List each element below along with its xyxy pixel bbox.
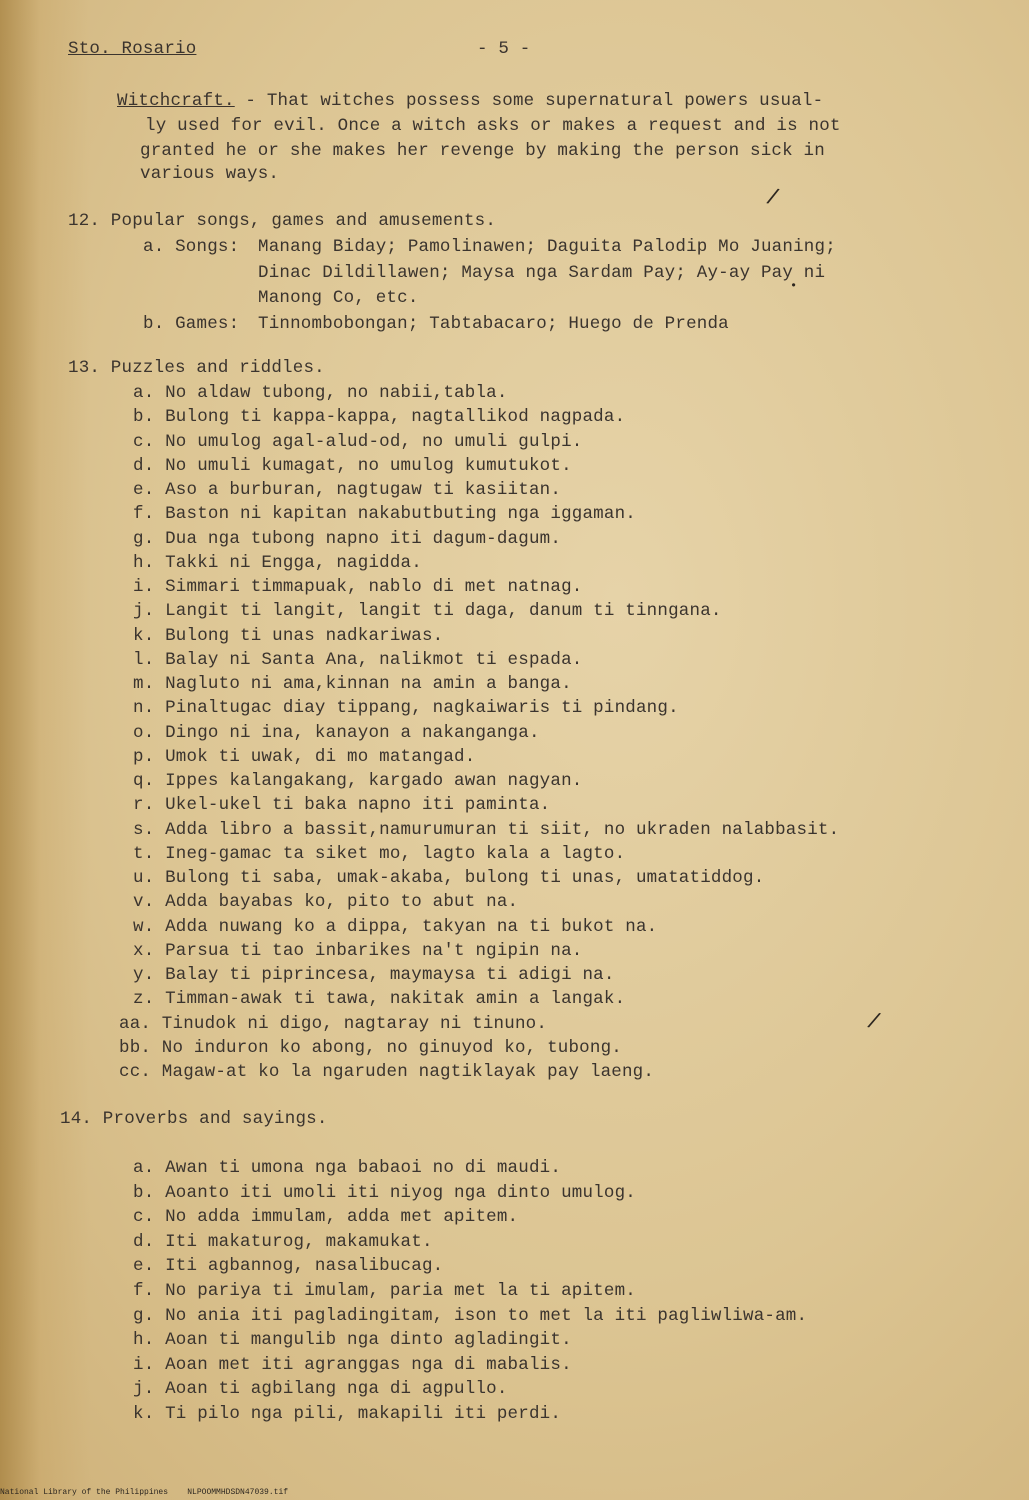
riddle-item: j. Langit ti langit, langit ti daga, danum ti tinngana. — [133, 601, 722, 622]
riddle-item: d. No umuli kumagat, no umulog kumutukot. — [133, 455, 572, 476]
riddle-item: w. Adda nuwang ko a dippa, takyan na ti bukot na. — [133, 916, 658, 937]
proverb-item: i. Aoan met iti agranggas nga di mabalis. — [133, 1354, 572, 1375]
proverb-item: e. Iti agbannog, nasalibucag. — [133, 1256, 444, 1277]
riddle-item: h. Takki ni Engga, nagidda. — [133, 552, 422, 573]
riddle-item: m. Nagluto ni ama,kinnan na amin a banga. — [133, 674, 572, 694]
riddle-item: x. Parsua ti tao inbarikes na't ngipin na. — [133, 940, 583, 961]
songs-line-2: Dinac Dildillawen; Maysa nga Sardam Pay; Ay-ay Pay ni — [258, 263, 826, 283]
songs-line-3: Manong Co, etc. — [258, 288, 419, 308]
witchcraft-line-1: Witchcraft. - That witches possess some supernatural powers usual- — [117, 91, 824, 111]
riddle-item: e. Aso a burburan, nagtugaw ti kasiitan. — [133, 480, 562, 500]
proverb-item: b. Aoanto iti umoli iti niyog nga dinto umulog. — [133, 1182, 636, 1203]
section-13-title: 13. Puzzles and riddles. — [68, 358, 325, 378]
proverb-item: g. No ania iti pagladingitam, ison to met la iti pagliwliwa-am. — [133, 1305, 808, 1326]
riddle-item: p. Umok ti uwak, di mo matangad. — [133, 746, 476, 767]
proverb-item: k. Ti pilo nga pili, makapili iti perdi. — [133, 1404, 562, 1424]
riddle-item: i. Simmari timmapuak, nablo di met natnag. — [133, 577, 583, 597]
riddle-item: c. No umulog agal-alud-od, no umuli gulpi. — [133, 431, 583, 452]
riddle-item: z. Timman-awak ti tawa, nakitak amin a langak. — [133, 989, 626, 1010]
footer — [0, 1488, 288, 1498]
proverb-item: c. No adda immulam, adda met apitem. — [133, 1207, 519, 1228]
riddle-item: t. Ineg-gamac ta siket mo, lagto kala a lagto. — [133, 843, 626, 864]
riddle-item: v. Adda bayabas ko, pito to abut na. — [133, 892, 519, 913]
section-12-title: 12. Popular songs, games and amusements. — [68, 211, 497, 231]
witchcraft-line-4: various ways. — [140, 164, 280, 184]
riddle-item: bb. No induron ko abong, no ginuyod ko, tubong. — [119, 1037, 622, 1058]
songs-line-1: Manang Biday; Pamolinawen; Daguita Palodip Mo Juaning; — [258, 237, 836, 257]
witchcraft-line-3: granted he or she makes her revenge by making the person sick in — [140, 141, 825, 161]
pen-mark: / — [763, 185, 782, 212]
pen-mark: / — [864, 1008, 883, 1037]
songs-label: a. Songs: — [143, 237, 240, 257]
riddle-item: n. Pinaltugac diay tippang, nagkaiwaris ti pindang. — [133, 698, 679, 719]
riddle-item: u. Bulong ti saba, umak-akaba, bulong ti unas, umatatiddog. — [133, 868, 765, 888]
riddle-item: l. Balay ni Santa Ana, nalikmot ti espada. — [133, 649, 583, 670]
proverb-item: h. Aoan ti mangulib nga dinto agladingit. — [133, 1330, 572, 1351]
riddle-item: b. Bulong ti kappa-kappa, nagtallikod nagpada. — [133, 407, 626, 428]
riddle-item: s. Adda libro a bassit,namurumuran ti siit, no ukraden nalabbasit. — [133, 819, 840, 840]
witchcraft-line-2: ly used for evil. Once a witch asks or makes a request and is not — [145, 116, 841, 136]
riddle-item: q. Ippes kalangakang, kargado awan nagyan. — [133, 771, 583, 791]
footer-library: National Library of the Philippines — [0, 1488, 169, 1497]
proverb-item: a. Awan ti umona nga babaoi no di maudi. — [133, 1158, 562, 1178]
riddle-item: a. No aldaw tubong, no nabii,tabla. — [133, 383, 508, 403]
riddle-item: cc. Magaw-at ko la ngaruden nagtiklayak pay laeng. — [119, 1062, 655, 1082]
riddle-item: r. Ukel-ukel ti baka napno iti paminta. — [133, 795, 551, 816]
proverb-item: f. No pariya ti imulam, paria met la ti apitem. — [133, 1281, 636, 1301]
games-line: Tinnombobongan; Tabtabacaro; Huego de Prenda — [258, 314, 729, 334]
proverb-item: j. Aoan ti agbilang nga di agpullo. — [133, 1379, 508, 1400]
page-number: - 5 - — [477, 39, 531, 59]
riddle-item: k. Bulong ti unas nadkariwas. — [133, 625, 444, 646]
riddle-item: aa. Tinudok ni digo, nagtaray ni tinuno. — [119, 1013, 548, 1034]
riddle-item: y. Balay ti piprincesa, maymaysa ti adigi na. — [133, 965, 615, 985]
section-14-title: 14. Proverbs and sayings. — [60, 1109, 328, 1129]
proverb-item: d. Iti makaturog, makamukat. — [133, 1231, 433, 1252]
riddle-item: g. Dua nga tubong napno iti dagum-dagum. — [133, 528, 562, 549]
footer-file: NLPOOMMHDSDN47039.tif — [187, 1488, 289, 1497]
games-label: b. Games: — [143, 314, 240, 334]
riddle-item: f. Baston ni kapitan nakabutbuting nga iggaman. — [133, 504, 636, 525]
ink-dot: • — [790, 279, 798, 293]
header-place: Sto. Rosario — [68, 39, 197, 59]
riddle-item: o. Dingo ni ina, kanayon a nakanganga. — [133, 722, 540, 743]
witchcraft-heading: Witchcraft. — [117, 91, 235, 111]
